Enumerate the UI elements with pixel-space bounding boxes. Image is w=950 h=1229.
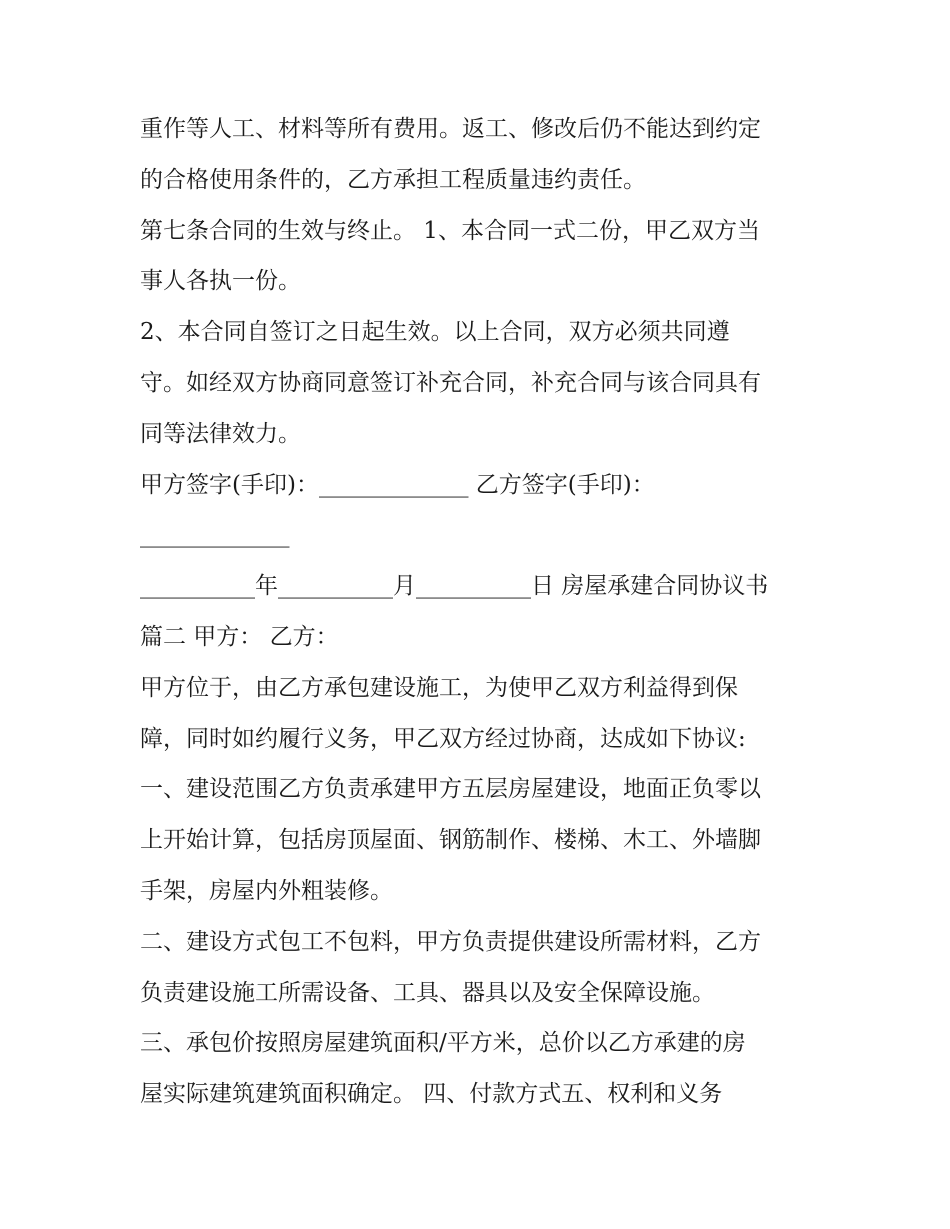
text-line: 守。如经双方协商同意签订补充合同，补充合同与该合同具有 — [140, 369, 761, 396]
text-line: 手架，房屋内外粗装修。 — [140, 877, 393, 904]
date-line-and-title: __________年__________月__________日 房屋承建合同协议书 — [140, 573, 769, 600]
text-line: 重作等人工、材料等所有费用。返工、修改后仍不能达到约定 — [140, 116, 761, 142]
text-line: 事人各执一份。 — [140, 268, 301, 295]
text-line: 甲方位于，由乙方承包建设施工，为使甲乙双方利益得到保 — [140, 674, 738, 701]
document-body — [140, 104, 820, 1120]
text-line: 上开始计算，包括房顶屋面、钢筋制作、楼梯、木工、外墙脚 — [140, 827, 761, 854]
clause-two: 二、建设方式包工不包料，甲方负责提供建设所需材料，乙方 — [140, 928, 761, 955]
clause-three: 三、承包价按照房屋建筑面积/平方米，总价以乙方承建的房 — [140, 1030, 746, 1057]
signature-line: 甲方签字(手印)：_____________ 乙方签字(手印)： — [140, 471, 655, 498]
article-seven-heading: 第七条合同的生效与终止。 1、本合同一式二份，甲乙双方当 — [140, 217, 760, 244]
parties-heading: 篇二 甲方： 乙方： — [140, 623, 339, 650]
clause-one: 一、建设范围乙方负责承建甲方五层房屋建设，地面正负零以 — [140, 776, 761, 803]
text-line: 负责建设施工所需设备、工具、器具以及安全保障设施。 — [140, 979, 715, 1006]
text-line: 2、本合同自签订之日起生效。以上合同，双方必须共同遵 — [140, 319, 730, 346]
signature-blank: _____________ — [140, 522, 290, 549]
text-line: 屋实际建筑建筑面积确定。 四、付款方式五、权利和义务 — [140, 1081, 723, 1108]
text-line: 的合格使用条件的，乙方承担工程质量违约责任。 — [140, 166, 646, 193]
text-line: 障，同时如约履行义务，甲乙双方经过协商，达成如下协议: — [140, 725, 746, 752]
text-line: 同等法律效力。 — [140, 420, 301, 447]
